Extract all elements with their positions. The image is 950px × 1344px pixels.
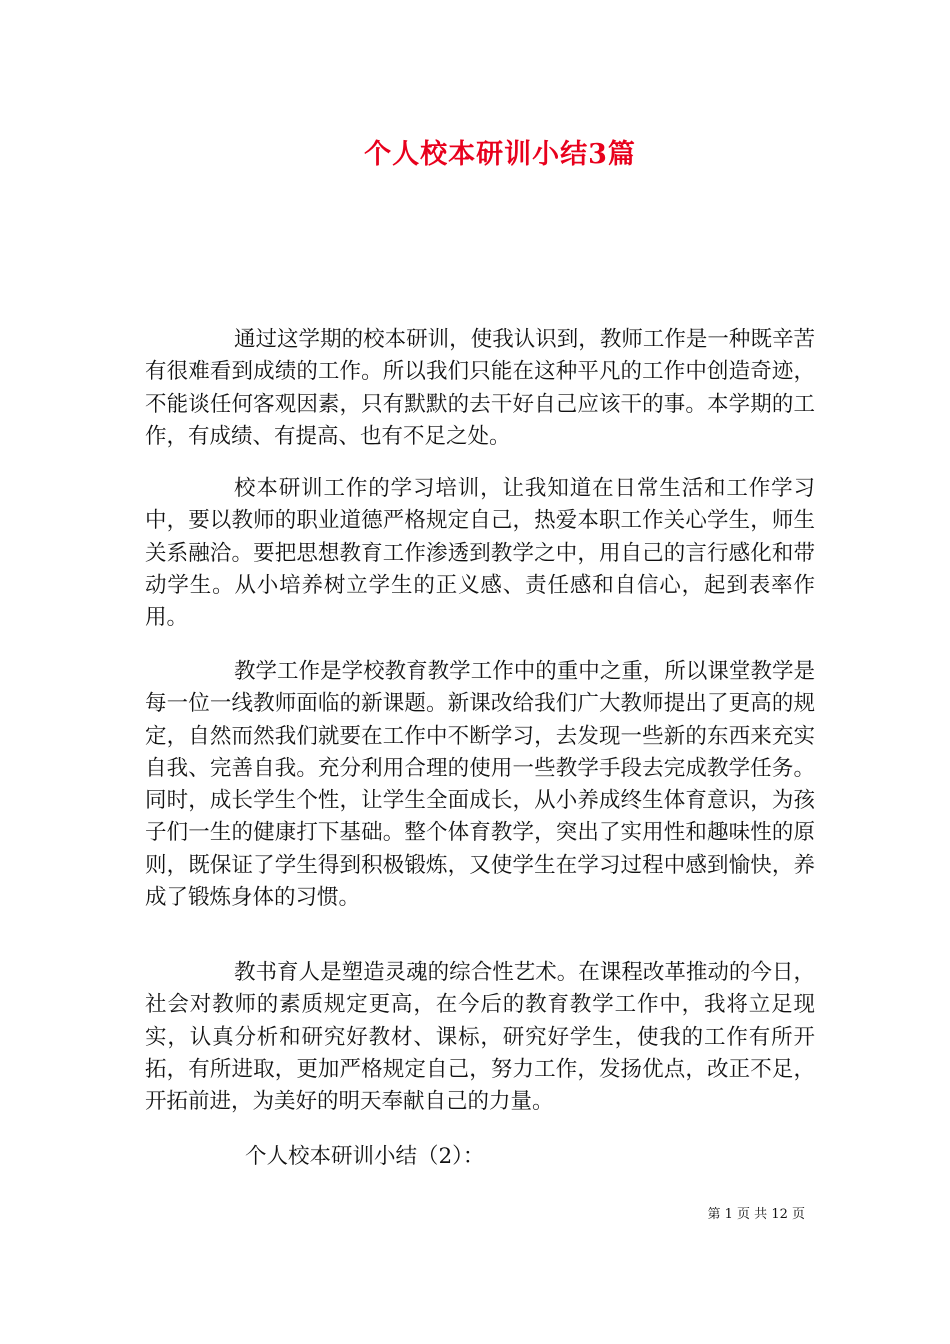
paragraph-4: 教书育人是塑造灵魂的综合性艺术。在课程改革推动的今日，社会对教师的素质规定更高，在今后的教育教学工作中，我将立足现实，认真分析和研究好教材、课标，研究好学生，使我的工作有所开拓，有所进取，更加严格规定自己，努力工作，发扬优点，改正不足，开拓前进，为美好的明天奉献自己的力量。 xyxy=(145,960,815,1115)
section-heading-2: 个人校本研训小结（2）： xyxy=(245,1144,485,1169)
document-title: 个人校本研训小结3篇 xyxy=(364,139,636,170)
paragraph-3: 教学工作是学校教育教学工作中的重中之重，所以课堂教学是每一位一线教师面临的新课题。新课改给我们广大教师提出了更高的规定，自然而然我们就要在工作中不断学习，去发现一些新的东西来充实自我、完善自我。充分利用合理的使用一些教学手段去完成教学任务。同时，成长学生个性，让学生全面成长，从小养成终生体育意识，为孩子们一生的健康打下基础。整个体育教学，突出了实用性和趣味性的原则，既保证了学生得到积极锻炼，又使学生在学习过程中感到愉快，养成了锻炼身体的习惯。 xyxy=(145,659,815,911)
paragraph-2: 校本研训工作的学习培训，让我知道在日常生活和工作学习中，要以教师的职业道德严格规定自己，热爱本职工作关心学生，师生关系融洽。要把思想教育工作渗透到教学之中，用自己的言行感化和带动学生。从小培养树立学生的正义感、责任感和自信心，起到表率作用。 xyxy=(145,476,815,631)
paragraph-1: 通过这学期的校本研训，使我认识到，教师工作是一种既辛苦有很难看到成绩的工作。所以我们只能在这种平凡的工作中创造奇迹，不能谈任何客观因素，只有默默的去干好自己应该干的事。本学期的工作，有成绩、有提高、也有不足之处。 xyxy=(145,327,815,449)
page-number-footer: 第 1 页 共 12 页 xyxy=(707,1207,805,1222)
